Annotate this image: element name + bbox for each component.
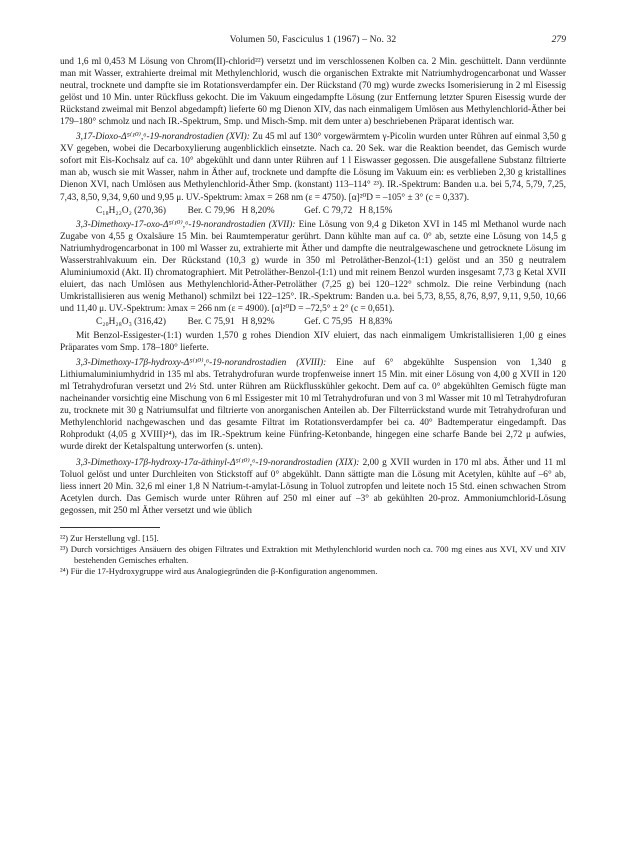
compound-title-xviii: 3,3-Dimethoxy-17β-hydroxy-Δ⁵⁽¹⁰⁾,⁶-19-norandrostadien (XVIII): <box>76 358 327 369</box>
running-header <box>60 34 566 48</box>
compound-title-xix: 3,3-Dimethoxy-17β-hydroxy-17α-äthinyl-Δ⁵⁽¹⁰⁾,⁶-19-norandrostadien (XIX): <box>76 457 360 468</box>
paragraph-compound-xvi <box>60 131 566 203</box>
compound-title-xvi: 3,17-Dioxo-Δ⁵⁽¹⁰⁾,⁶-19-norandrostadien (XVI): <box>76 132 250 143</box>
paragraph-compound-xvii <box>60 219 566 315</box>
formula-name: C₂₀H₂₈O₃ (316,42) <box>96 316 166 327</box>
footnote-divider <box>60 527 160 528</box>
page-number: 279 <box>551 34 566 45</box>
footnote-24: ²⁴) Für die 17-Hydroxygruppe wird aus Analogiegründen die β-Konfiguration angenommen. <box>60 565 378 576</box>
paragraph-compound-xviii <box>60 357 566 453</box>
footnote-23: ²³) Durch vorsichtiges Ansäuern des obigen Filtrates und Extraktion mit Methylenchlorid wurden noch ca. 700 mg eines aus XVI, XV und XIV bestehenden Gemisches erhalten. <box>60 543 566 565</box>
formula-name: C₁₈H₂₂O₂ (270,36) <box>96 205 166 216</box>
paragraph-text-xix: 2,00 g XVII wurden in 170 ml abs. Äther und 11 ml Toluol gelöst und unter Durchleiten von Stickstoff auf 0° abgekühlt. Dann sättigte man die Lösung mit Acetylen, kühlte auf –6° ab, liess innert 20 Min. 32,6 ml einer 1,8 N Natrium-t-amylat-Lösung in Toluol zutropfen und leitete noch 15 Std. einen schwachen Strom Acetylen durch. Das Gemisch wurde unter Rühren auf 250 ml einer auf –3° ab gekühlten 20-proz. Ammoniumchlorid-Lösung gegossen, mit 250 ml Äther versetzt und wie üblich <box>60 457 566 516</box>
paragraph-continuation: und 1,6 ml 0,453 M Lösung von Chrom(II)-chlorid²²) versetzt und im verschlossenen Kolben ca. 2 Min. geschüttelt. Dann verdünnte man mit Wasser, extrahierte dreimal mit Methylenchlorid, wusch die organischen Extrakte mit Natriumhydrogencarbonat und Wasser neutral, trocknete und dampfte sie im Rotationsverdampfer ein. Der Rückstand (70 mg) wurde zwecks Isomerisierung in 2 ml Eisessig gelöst und 10 Min. unter Rückfluss gekocht. Die im Vakuum eingedampfte Lösung (zur Entfernung letzter Spuren Eisessig wurde der Rückstand zweimal mit Benzol abgedampft) lieferte 60 mg Dienon XIV, das nach einmaligem Umlösen aus Methylenchlorid-Äther bei 179–180° schmolz und nach IR.-Spektrum, Smp. und Misch-Smp. mit dem unter a) beschriebenen Präparat identisch war. <box>60 57 566 128</box>
paragraph-text-xviii: Eine auf 6° abgekühlte Suspension von 1,340 g Lithiumaluminiumhydrid in 135 ml abs. Tetrahydrofuran wurde tropfenweise innert 15 Min. mit einer Lösung von 4,00 g XVII in 120 ml Tetrahydrofuran versetzt und 2½ Std. unter Rühren am Rückflusskühler gekocht. Dem auf ca. 0° abgekühlten Gemisch fügte man nacheinander vorsichtig eine Mischung von 6 ml Essigester mit 10 ml Tetrahydrofuran und von 3 ml Wasser mit 10 ml Tetrahydrofuran zu, trocknete mit 30 g Natriumsulfat und filtrierte von anorganischen Anteilen ab. Der Filterrückstand wurde mit Tetrahydrofuran und Methylenchlorid nachgewaschen und das gesamte Filtrat im Rotationsverdampfer bei ca. 40° Badtemperatur eingedampft. Das Rohprodukt (4,05 g XVIII)²⁴), das im IR.-Spektrum keine Fünfring-Ketonbande, hingegen eine scharfe Bande bei 2,72 μ aufwies, wurde direkt der Ketalspaltung unterworfen (s. unten). <box>60 358 566 453</box>
footnotes <box>60 533 566 577</box>
formula-calculated: Ber. C 75,91 H 8,92% <box>187 316 275 327</box>
elemental-analysis-xvi <box>60 205 566 217</box>
formula-found: Gef. C 75,95 H 8,83% <box>304 316 393 327</box>
paragraph-text-xvii: Eine Lösung von 9,4 g Diketon XVI in 145 ml Methanol wurde nach Zugabe von 4,55 g Oxalsäure 15 Min. bei Raumtemperatur gerührt. Dann kühlte man auf ca. 0° ab, setzte eine Lösung von 14,5 g Natriumhydrogencarbonat in 100 ml Wasser zu, extrahierte mit Äther und dampfte die neutralgewaschene und getrocknete Lösung im Wasserstrahlvakuum ein. Der Rückstand (10,3 g) wurde in 350 ml Petroläther-Benzol-(1:1) gelöst und an 350 g neutralem Aluminiumoxid (Akt. II) chromatographiert. Mit Petroläther-Benzol-(1:1) und mit reinem Benzol wurden insgesamt 7,73 g Ketal XVII eluiert, das nach Umlösen aus Methylenchlorid-Äther-Petroläther (7,25 g) bei 120–122° schmolz. Die reine Verbindung (nach Umkristallisieren aus wenig Methanol) schmilzt bei 122–125°. IR.-Spektrum: Banden u.a. bei 5,73, 8,55, 8,76, 8,97, 9,11, 9,50, 10,66 und 11,40 μ. UV.-Spektrum: λmax = 266 nm (ε = 4900). [α]²⁰D = –72,5° ± 2° (c = 0,651). <box>60 219 566 314</box>
elemental-analysis-xvii <box>60 316 566 328</box>
running-title: Volumen 50, Fasciculus 1 (1967) – No. 32 <box>229 34 397 45</box>
paragraph-compound-xix <box>60 457 566 517</box>
footnote-22: ²²) Zur Herstellung vgl. [15]. <box>60 532 159 543</box>
compound-title-xvii: 3,3-Dimethoxy-17-oxo-Δ⁵⁽¹⁰⁾,⁶-19-norandrostadien (XVII): <box>76 219 296 230</box>
paragraph-elution: Mit Benzol-Essigester-(1:1) wurden 1,570 g rohes Diendion XIV eluiert, das nach einmaligem Umkristallisieren 1,00 g eines Präparates vom Smp. 178–180° lieferte. <box>60 331 566 354</box>
paragraph-text-xvi: Zu 45 ml auf 130° vorgewärmtem γ-Picolin wurden unter Rühren auf einmal 3,50 g XV gegeben, wobei die Decarboxylierung augenblicklich einsetzte. Nach ca. 20 Sek. war die Reaktion beendet, das Gemisch wurde sofort mit Eis-Kochsalz auf ca. 10° abgekühlt und dann unter Rühren auf 1 l Eiswasser gegossen. Die ausgefallene Substanz filtrierte man ab, wusch sie mit Wasser, nahm in Äther auf, trocknete und dampfte die Lösung im Vakuum ein: es verblieben 2,30 g kristallines Dienon XVI, nach Umlösen aus Methylenchlorid-Äther Smp. (konstant) 113–114° ²³). IR.-Spektrum: Banden u.a. bei 5,74, 5,79, 7,25, 7,43, 8,50, 9,34, 9,60 und 9,95 μ. UV.-Spektrum: λmax = 268 nm (ε = 4750). [α]²⁰D = –105° ± 3° (c = 0,337). <box>60 132 567 203</box>
formula-calculated: Ber. C 79,96 H 8,20% <box>187 205 275 216</box>
formula-found: Gef. C 79,72 H 8,15% <box>304 205 393 216</box>
